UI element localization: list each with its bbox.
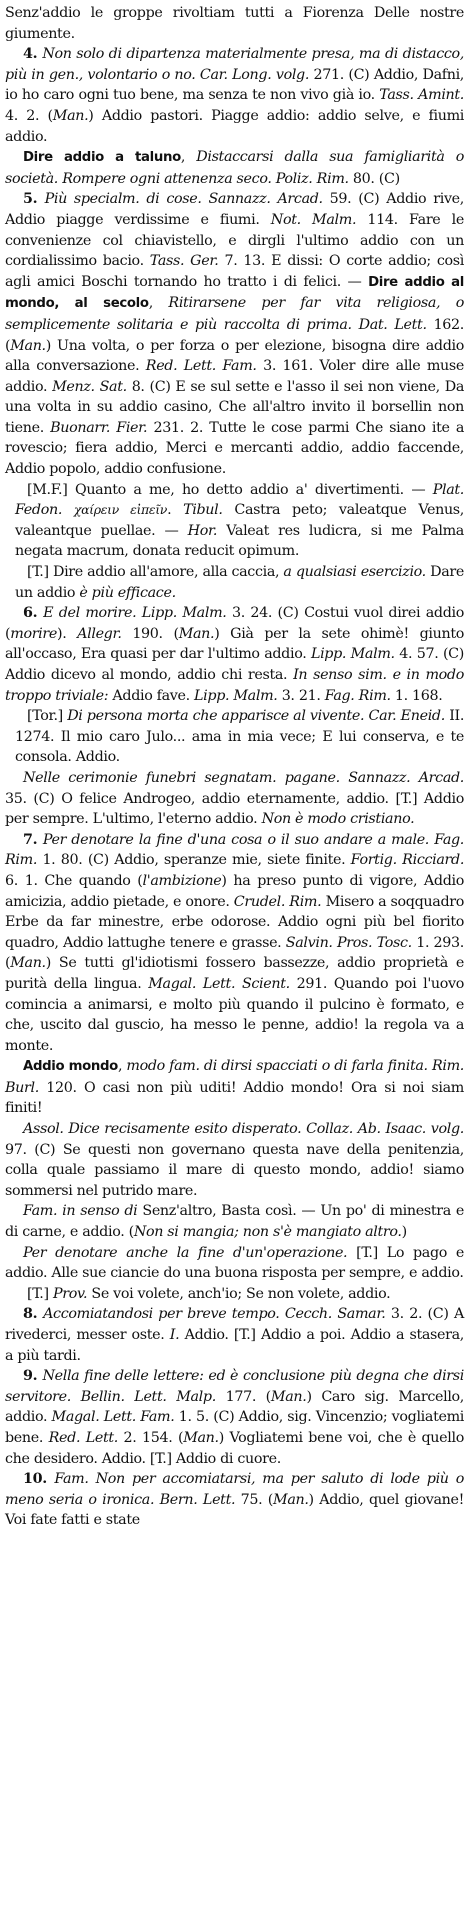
entry-text: 1. 80. (C) Addio, speranze mie, siete finite. <box>42 852 351 869</box>
entry-italic: modo fam. di dirsi spacciati o di farla finita. Rim. Burl. <box>5 1058 464 1096</box>
entry-paragraph <box>5 44 464 147</box>
entry-text: ) Caro sig. Marcello, addio. <box>5 1388 465 1426</box>
entry-italic: Magal. Lett. Fam. <box>51 1409 179 1426</box>
entry-italic: Nella fine delle lettere: ed è conclusione più degna che dirsi servitore. Bellin. Lett. Malp. <box>5 1368 464 1405</box>
entry-text: ) Vogliatemi bene voi, che è quello che desidero. Addio. [T.] Addio di cuore. <box>5 1429 464 1467</box>
entry-text: 162. ( <box>5 316 464 354</box>
entry-text: Senz'altro, Basta così. — Un po' di minestra e di carne, e addio. ( <box>5 1203 464 1241</box>
entry-text: [T.] Lo pago e addio. Alle sue ciancie do una buona risposta per sempre, e addio. <box>5 1244 464 1282</box>
entry-paragraph <box>5 1469 464 1531</box>
entry-italic: Assol. Dice recisamente esito disperato. Collaz. Ab. Isaac. volg. <box>23 1121 464 1138</box>
entry-italic: l'ambizione <box>142 872 222 889</box>
entry-text: Dare un addio <box>15 564 464 601</box>
entry-italic: Menz. Sat. <box>52 378 132 395</box>
entry-italic: Per denotare la fine d'una cosa o il suo andare a male. Fag. Rim. <box>5 831 464 869</box>
sense-number: 10. <box>23 1471 55 1488</box>
entry-text: 1. 5. (C) Addio, sig. Vincenzio; vogliatemi bene. <box>5 1409 465 1446</box>
entry-text: Castra peto; valeatque Venus, valeantque puellae. — <box>15 502 464 539</box>
entry-text: 177. ( <box>225 1388 271 1405</box>
entry-italic: Tass. Amint. <box>379 87 465 104</box>
entry-paragraph <box>5 3 464 44</box>
entry-text: [T.] Dire addio all'amore, alla caccia, <box>27 564 284 581</box>
entry-italic: Plat. Fedon. <box>15 481 464 519</box>
sense-number: 9. <box>23 1368 43 1385</box>
entry-text: 3. 161. Voler dire alle muse addio. <box>5 358 464 395</box>
entry-text: 4. 2. ( <box>5 107 53 124</box>
entry-text: ) Addio pastori. Piagge addio: addio selve, e fiumi addio. <box>5 107 465 145</box>
entry-text: 120. O casi non più uditi! Addio mondo! Ora si noi siam finiti! <box>5 1079 464 1117</box>
entry-italic: Tibul. <box>183 502 235 519</box>
entry-text: 80. (C) <box>352 170 400 187</box>
entry-italic: Hor. <box>187 522 227 539</box>
entry-text: , <box>148 295 169 312</box>
entry-text: ) Già per la sete ohimè! giunto all'occaso, Era quasi per dar l'ultimo addio. <box>5 625 464 663</box>
entry-italic: Non è modo cristiano. <box>261 811 415 828</box>
entry-italic: Man. <box>183 1429 219 1446</box>
entry-italic: Per denotare anche la fine d'un'operazione. <box>23 1244 357 1261</box>
entry-text: 3. 21. <box>281 687 325 704</box>
headword: Dire addio al mondo, al secolo <box>5 274 464 312</box>
sense-number: 4. <box>23 46 43 63</box>
entry-italic: I. <box>169 1327 185 1343</box>
entry-text: Se voi volete, anch'io; Se non volete, addio. <box>91 1285 391 1302</box>
entry-paragraph <box>5 1056 464 1119</box>
entry-italic: Fam. Non per accomiatarsi, ma per saluto di lode più o meno seria o ironica. Bern. Lett. <box>5 1471 465 1508</box>
entry-text: 4. 57. (C) Addio dicevo al mondo, addio chi resta. <box>5 646 465 683</box>
entry-text: 190. ( <box>132 625 179 642</box>
entry-italic: Buonarr. Fier. <box>50 419 154 436</box>
entry-text: 1. 168. <box>394 687 443 704</box>
entry-text: 8. (C) E se sul sette e l'asso il sei non viene, Da una volta in su addio casino, Che all'altro invito il borsellin non tiene. <box>5 378 465 436</box>
entry-text: 231. 2. Tutte le cose parmi Che siano ite a rovescio; fiera addio, Merci e mercanti addio, addio faccende, Addio popolo, addio confusione. <box>5 419 465 478</box>
entry-paragraph <box>5 1284 464 1305</box>
headword: Dire addio a taluno <box>23 150 181 166</box>
entry-italic: Lipp. Malm. <box>194 687 282 704</box>
entry-italic: Man. <box>270 1388 307 1405</box>
entry-italic: Lipp. Malm. <box>310 646 400 663</box>
entry-italic: Più specialm. di cose. Sannazz. Arcad. <box>44 191 330 208</box>
entry-paragraph <box>5 147 464 189</box>
entry-italic: Non solo di dipartenza materialmente presa, ma di distacco, più in gen., volontario o no. Car. Long. volg. <box>5 46 464 83</box>
entry-text: Valeat res ludicra, si me Palma negata macrum, donata reducit opimum. <box>15 522 464 560</box>
entry-italic: Distaccarsi dalla sua famigliarità o società. Rompere ogni attenenza seco. Poliz. Rim. <box>5 149 464 187</box>
entry-paragraph <box>5 830 464 1057</box>
entry-italic: Tass. Ger. <box>149 253 225 270</box>
entry-text: ) ha preso punto di vigore, Addio amicizia, addio pietade, e onore. <box>5 872 464 910</box>
headword: Addio mondo <box>23 1059 118 1075</box>
entry-italic: In senso sim. e in modo troppo triviale: <box>5 667 464 704</box>
entry-text: 114. Fare le convenienze col chiavistello, e dirgli l'ultimo addio con un cordialissimo bacio. <box>5 211 464 270</box>
entry-italic: Man. <box>273 1491 309 1508</box>
entry-italic: morire <box>10 625 58 642</box>
greek-text: χαίρειν εἰπεῖν <box>73 502 168 518</box>
entry-paragraph <box>5 480 464 562</box>
sense-number: 7. <box>23 831 43 848</box>
entry-italic: Red. Lett. Fam. <box>145 358 264 375</box>
entry-text: ) Se tutti gl'idiotismi fossero bassezze, addio proprietà e purità della lingua. <box>5 955 464 992</box>
entry-italic: è più efficace. <box>79 584 176 601</box>
entry-text: [Tor.] <box>27 708 68 725</box>
entry-text: ) <box>401 1224 407 1241</box>
entry-text: ) Una volta, o per forza o per elezione, bisogna dire addio alla conversazione. <box>5 337 464 375</box>
entry-text: 1. 293. ( <box>5 934 464 972</box>
entry-text: [M.F.] Quanto a me, ho detto addio a' divertimenti. — <box>27 481 433 498</box>
entry-paragraph <box>5 1304 464 1366</box>
entry-italic: Ritirarsene per far vita religiosa, o semplicemente solitaria e più raccolta di prima. Dat. Lett. <box>5 295 465 333</box>
entry-text: . <box>167 502 184 519</box>
entry-list <box>5 3 464 1531</box>
entry-paragraph <box>5 706 464 768</box>
entry-italic: Fam. in senso di <box>23 1203 143 1220</box>
entry-text: 3. 2. (C) A rivederci, messer oste. <box>5 1306 464 1343</box>
entry-italic: Fortig. Ricciard. <box>350 852 465 869</box>
entry-italic: Man. <box>178 625 215 642</box>
entry-italic: a qualsiasi esercizio. <box>283 564 431 581</box>
entry-text: ) Addio, quel giovane! Voi fate fatti e state <box>5 1491 464 1529</box>
entry-text: Misero a soqquadro Erbe da far minestre, erbe odorose. Addio ogni più bel fiorito quadro, Addio lattughe tenere e grasse. <box>5 893 464 951</box>
entry-text: [T.] <box>27 1285 53 1302</box>
entry-italic: E del morire. Lipp. Malm. <box>43 605 232 622</box>
entry-italic: Salvin. Pros. Tosc. <box>285 934 417 951</box>
entry-text: 6. 1. Che quando ( <box>5 872 143 889</box>
entry-text: 3. 24. (C) Costui vuol direi addio ( <box>5 605 464 642</box>
entry-text: 75. ( <box>240 1491 274 1508</box>
entry-italic: Not. Malm. <box>270 211 368 228</box>
entry-text: , <box>180 149 197 166</box>
entry-text: , <box>117 1058 127 1075</box>
entry-paragraph <box>5 1243 464 1284</box>
entry-text: 7. 13. E dissi: O corte addio; così agli amici Boschi tornando ho tratto i di felici. — <box>5 253 465 290</box>
entry-italic: Red. Lett. <box>48 1429 124 1446</box>
entry-italic: Di persona morta che apparisce al vivente. Car. Eneid. <box>67 708 450 725</box>
entry-text: 2. 154. ( <box>123 1429 184 1446</box>
entry-italic: Man. <box>10 337 46 354</box>
entry-paragraph <box>5 562 464 603</box>
entry-text: 35. (C) O felice Androgeo, addio eternamente, addio. [T.] Addio per sempre. L'ultimo, l'eterno addio. <box>5 790 464 828</box>
entry-italic: Nelle cerimonie funebri segnatam. pagane. Sannazz. Arcad. <box>23 769 464 786</box>
sense-number: 6. <box>23 605 44 622</box>
sense-number: 8. <box>23 1306 44 1323</box>
entry-italic: Man. <box>52 107 89 124</box>
entry-text: Addio. [T.] Addio a poi. Addio a stasera, a più tardi. <box>5 1327 465 1364</box>
entry-paragraph <box>5 1366 464 1469</box>
entry-italic: Man. <box>10 955 46 972</box>
entry-text: Senz'addio le groppe rivoltiam tutti a Fiorenza Delle nostre giumente. <box>5 5 464 42</box>
entry-italic: Magal. Lett. Scient. <box>148 975 297 992</box>
entry-text: 271. (C) Addio, Dafni, io ho caro ogni tuo bene, ma senza te non vivo già io. <box>5 66 465 104</box>
entry-text: 97. (C) Se questi non governano questa nave della penitenzia, colla quale passiamo il mare di questo mondo, addio! siamo sommersi nel putrido mare. <box>5 1141 464 1199</box>
entry-italic: Crudel. Rim. <box>233 893 326 910</box>
entry-text: ). <box>57 625 78 642</box>
entry-italic: Fag. Rim. <box>324 687 395 704</box>
entry-text: Addio fave. <box>112 687 195 704</box>
sense-number: 5. <box>23 191 45 208</box>
entry-italic: Accomiatandosi per breve tempo. Cecch. Samar. <box>43 1306 391 1323</box>
entry-italic: Non si mangia; non s'è mangiato altro. <box>133 1224 402 1241</box>
entry-paragraph <box>5 1119 464 1201</box>
entry-italic: Allegr. <box>77 625 133 642</box>
entry-paragraph <box>5 1201 464 1242</box>
entry-paragraph <box>5 603 464 706</box>
entry-text: 291. Quando poi l'uovo comincia a animarsi, e molto più quando il pulcino è formato, e che, uscito dal guscio, ha messo le penne, addio! la regola va a monte. <box>5 975 464 1054</box>
entry-italic: Prov. <box>52 1285 92 1302</box>
entry-paragraph <box>5 768 464 830</box>
entry-text: 59. (C) Addio rive, Addio piagge verdissime e fiumi. <box>5 191 464 228</box>
entry-paragraph <box>5 189 464 479</box>
entry-text: II. 1274. Il mio caro Julo... ama in mia vece; E lui conserva, e te consola. Addio. <box>15 708 465 766</box>
